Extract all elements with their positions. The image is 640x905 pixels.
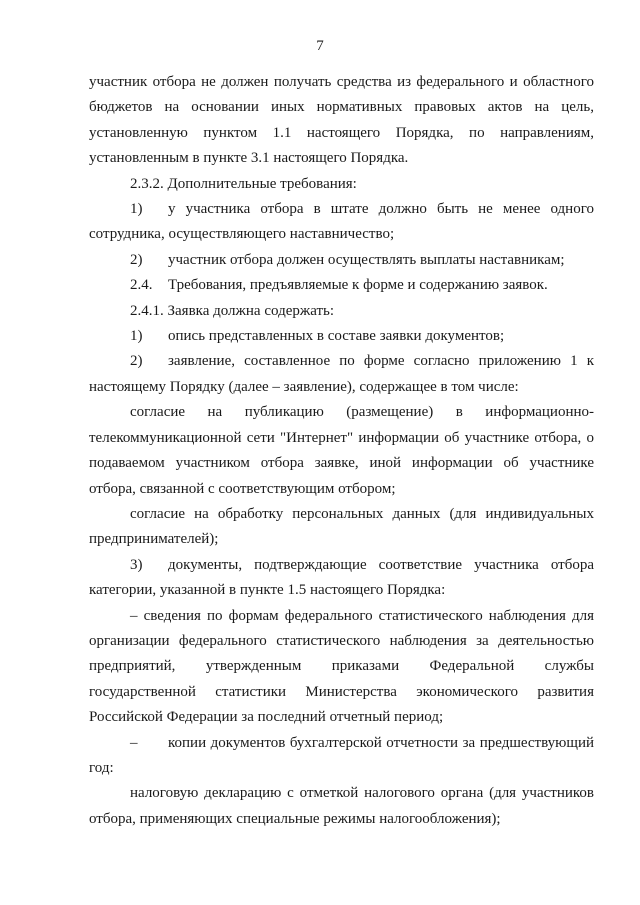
item-marker: 2) — [130, 251, 143, 268]
numbered-item — [89, 197, 594, 248]
numbered-item — [89, 248, 594, 273]
paragraph-text: опись представленных в составе заявки документов; — [168, 328, 505, 345]
paragraph — [89, 781, 594, 832]
paragraph-text: заявление, составленное по форме согласно приложению 1 к настоящему Порядку (далее – заявление), содержащее в том числе: — [89, 353, 594, 395]
paragraph-text: участник отбора должен осуществлять выплаты наставникам; — [168, 251, 565, 268]
paragraph — [89, 400, 594, 502]
numbered-item — [89, 324, 594, 349]
paragraph — [89, 70, 594, 172]
paragraph-text: 2.4.1. Заявка должна содержать: — [130, 302, 335, 319]
item-marker: 2.4. — [130, 277, 153, 294]
paragraph — [89, 502, 594, 553]
paragraph-text: согласие на публикацию (размещение) в информационно-телекоммуникационной сети "Интернет" информации об участнике отбора, о подаваемом участником отбора заявке, иной информации об участнике отбора, связанной с соответствующим отбором; — [89, 404, 594, 497]
item-marker: 3) — [130, 556, 143, 573]
item-marker: 1) — [130, 201, 143, 218]
item-marker: – — [130, 734, 138, 751]
item-marker: 2) — [130, 353, 143, 370]
document-body — [89, 70, 594, 832]
paragraph-text: копии документов бухгалтерской отчетности за предшествующий год: — [89, 734, 594, 776]
paragraph-text: участник отбора не должен получать средства из федерального и областного бюджетов на основании иных нормативных правовых актов на цель, установленную пунктом 1.1 настоящего Порядка, по направлениям, установленным в пункте 3.1 настоящего Порядка. — [89, 74, 594, 167]
paragraph — [89, 172, 594, 197]
paragraph — [89, 604, 594, 731]
paragraph — [89, 299, 594, 324]
numbered-item — [89, 273, 594, 298]
paragraph-text: Требования, предъявляемые к форме и содержанию заявок. — [168, 277, 548, 294]
numbered-item — [89, 349, 594, 400]
paragraph-text: 2.3.2. Дополнительные требования: — [130, 175, 357, 192]
numbered-item — [89, 553, 594, 604]
paragraph-text: – сведения по формам федерального статистического наблюдения для организации федерального статистического наблюдения за деятельностью предприятий, утвержденным приказами Федеральной службы государственной статистики Министерства экономического развития Российской Федерации за последний отчетный период; — [89, 607, 594, 726]
paragraph-text: документы, подтверждающие соответствие участника отбора категории, указанной в пункте 1.5 настоящего Порядка: — [89, 556, 594, 599]
paragraph-text: согласие на обработку персональных данных (для индивидуальных предпринимателей); — [89, 505, 594, 548]
dash-item — [89, 731, 594, 782]
page-number: 7 — [316, 38, 324, 54]
paragraph-text: налоговую декларацию с отметкой налогового органа (для участников отбора, применяющих специальные режимы налогообложения); — [89, 785, 594, 827]
paragraph-text: у участника отбора в штате должно быть не менее одного сотрудника, осуществляющего наставничество; — [89, 201, 594, 243]
item-marker: 1) — [130, 328, 143, 345]
